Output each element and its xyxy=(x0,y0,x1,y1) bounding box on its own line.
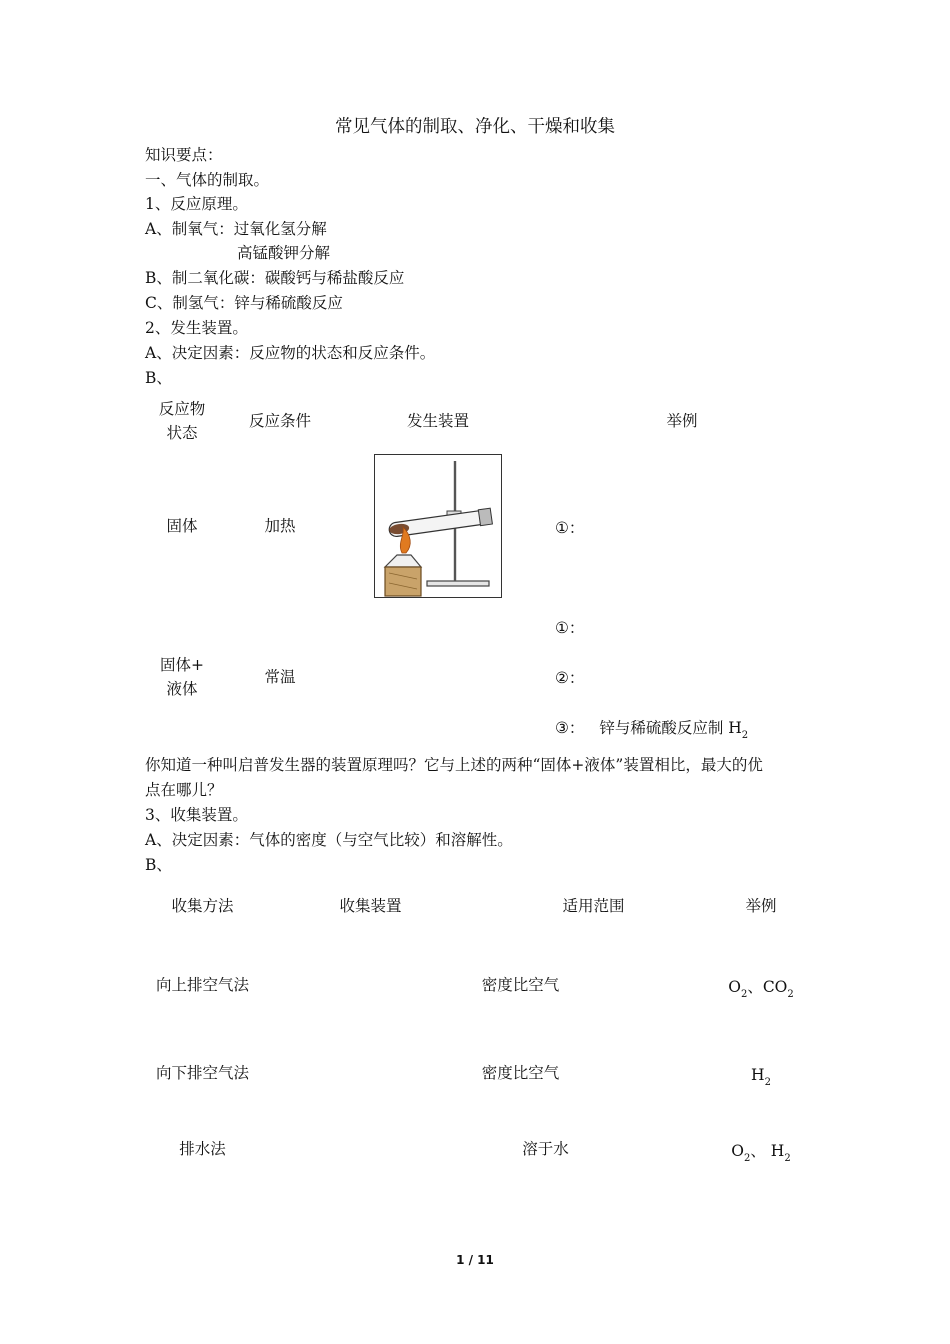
row2-state-1: 固体+ xyxy=(160,656,204,674)
alcohol-lamp xyxy=(385,555,421,567)
table2-row2-example: $H_2$ xyxy=(751,1066,771,1088)
generator-heading: 2、发生装置。 xyxy=(145,319,248,337)
table2-row3-example: $O_2$、 $H_2$ xyxy=(731,1142,791,1164)
row2-example3-text: 锌与稀硫酸反应制 H xyxy=(599,719,742,737)
oxygen-preparation-line: A、制氧气：过氧化氢分解 xyxy=(145,220,327,238)
row2-example3-sub: 2 xyxy=(741,730,749,741)
collection-b-label: B、 xyxy=(145,856,172,874)
row2-example3-prefix: ③： xyxy=(555,719,585,737)
table1-header-device: 发生装置 xyxy=(406,412,469,430)
page-title: 常见气体的制取、净化、干燥和收集 xyxy=(335,117,615,137)
knowledge-points-heading: 知识要点： xyxy=(145,146,223,164)
table1-header-state-2: 状态 xyxy=(166,424,198,442)
table2-row2-scope: 密度比空气 xyxy=(481,1064,560,1082)
generator-b-label: B、 xyxy=(145,369,172,387)
oxygen-preparation-line2: 高锰酸钾分解 xyxy=(237,244,331,262)
row2-example1: ①： xyxy=(555,619,585,637)
table2-row3-scope: 溶于水 xyxy=(522,1140,569,1158)
table1-header-state-1: 反应物 xyxy=(158,400,206,418)
table2-row2-method: 向下排空气法 xyxy=(155,1064,249,1082)
page-number: 1 / 11 xyxy=(456,1253,494,1267)
test-tube-heating-apparatus-image xyxy=(374,454,502,598)
wooden-block xyxy=(385,567,421,596)
section1-heading: 一、气体的制取。 xyxy=(145,171,270,189)
kipp-question-line2: 点在哪儿？ xyxy=(145,781,223,799)
row1-example1: ①： xyxy=(555,519,585,537)
table2-row1-method: 向上排空气法 xyxy=(155,976,249,994)
co2-preparation-line: B、制二氧化碳：碳酸钙与稀盐酸反应 xyxy=(145,269,405,287)
row1-state: 固体 xyxy=(166,517,198,535)
row2-state-2: 液体 xyxy=(166,680,198,698)
kipp-question-line1: 你知道一种叫启普发生器的装置原理吗？它与上述的两种“固体+液体”装置相比，最大的优 xyxy=(145,756,763,774)
hydrogen-preparation-line: C、制氢气：锌与稀硫酸反应 xyxy=(145,294,343,312)
stand-base xyxy=(427,581,489,586)
table1-header-example: 举例 xyxy=(666,412,698,430)
table2-row3-method: 排水法 xyxy=(179,1140,226,1158)
generator-factor-line: A、决定因素：反应物的状态和反应条件。 xyxy=(145,344,436,362)
table2-row1-example: $O_2$、$CO_2$ xyxy=(728,978,794,1000)
apparatus-drawing xyxy=(375,455,501,597)
reaction-principle-heading: 1、反应原理。 xyxy=(145,195,248,213)
row2-condition: 常温 xyxy=(264,668,296,686)
table2-header-scope: 适用范围 xyxy=(562,897,625,915)
table1-header-condition: 反应条件 xyxy=(248,412,311,430)
row2-example3 xyxy=(555,718,749,741)
collection-factor-line: A、决定因素：气体的密度（与空气比较）和溶解性。 xyxy=(145,831,513,849)
row1-condition: 加热 xyxy=(264,517,296,535)
table2-header-method: 收集方法 xyxy=(171,897,234,915)
row2-example2: ②： xyxy=(555,669,585,687)
table2-header-device: 收集装置 xyxy=(339,897,402,915)
table2-header-example: 举例 xyxy=(745,897,777,915)
table2-row1-scope: 密度比空气 xyxy=(481,976,560,994)
collection-heading: 3、收集装置。 xyxy=(145,806,248,824)
